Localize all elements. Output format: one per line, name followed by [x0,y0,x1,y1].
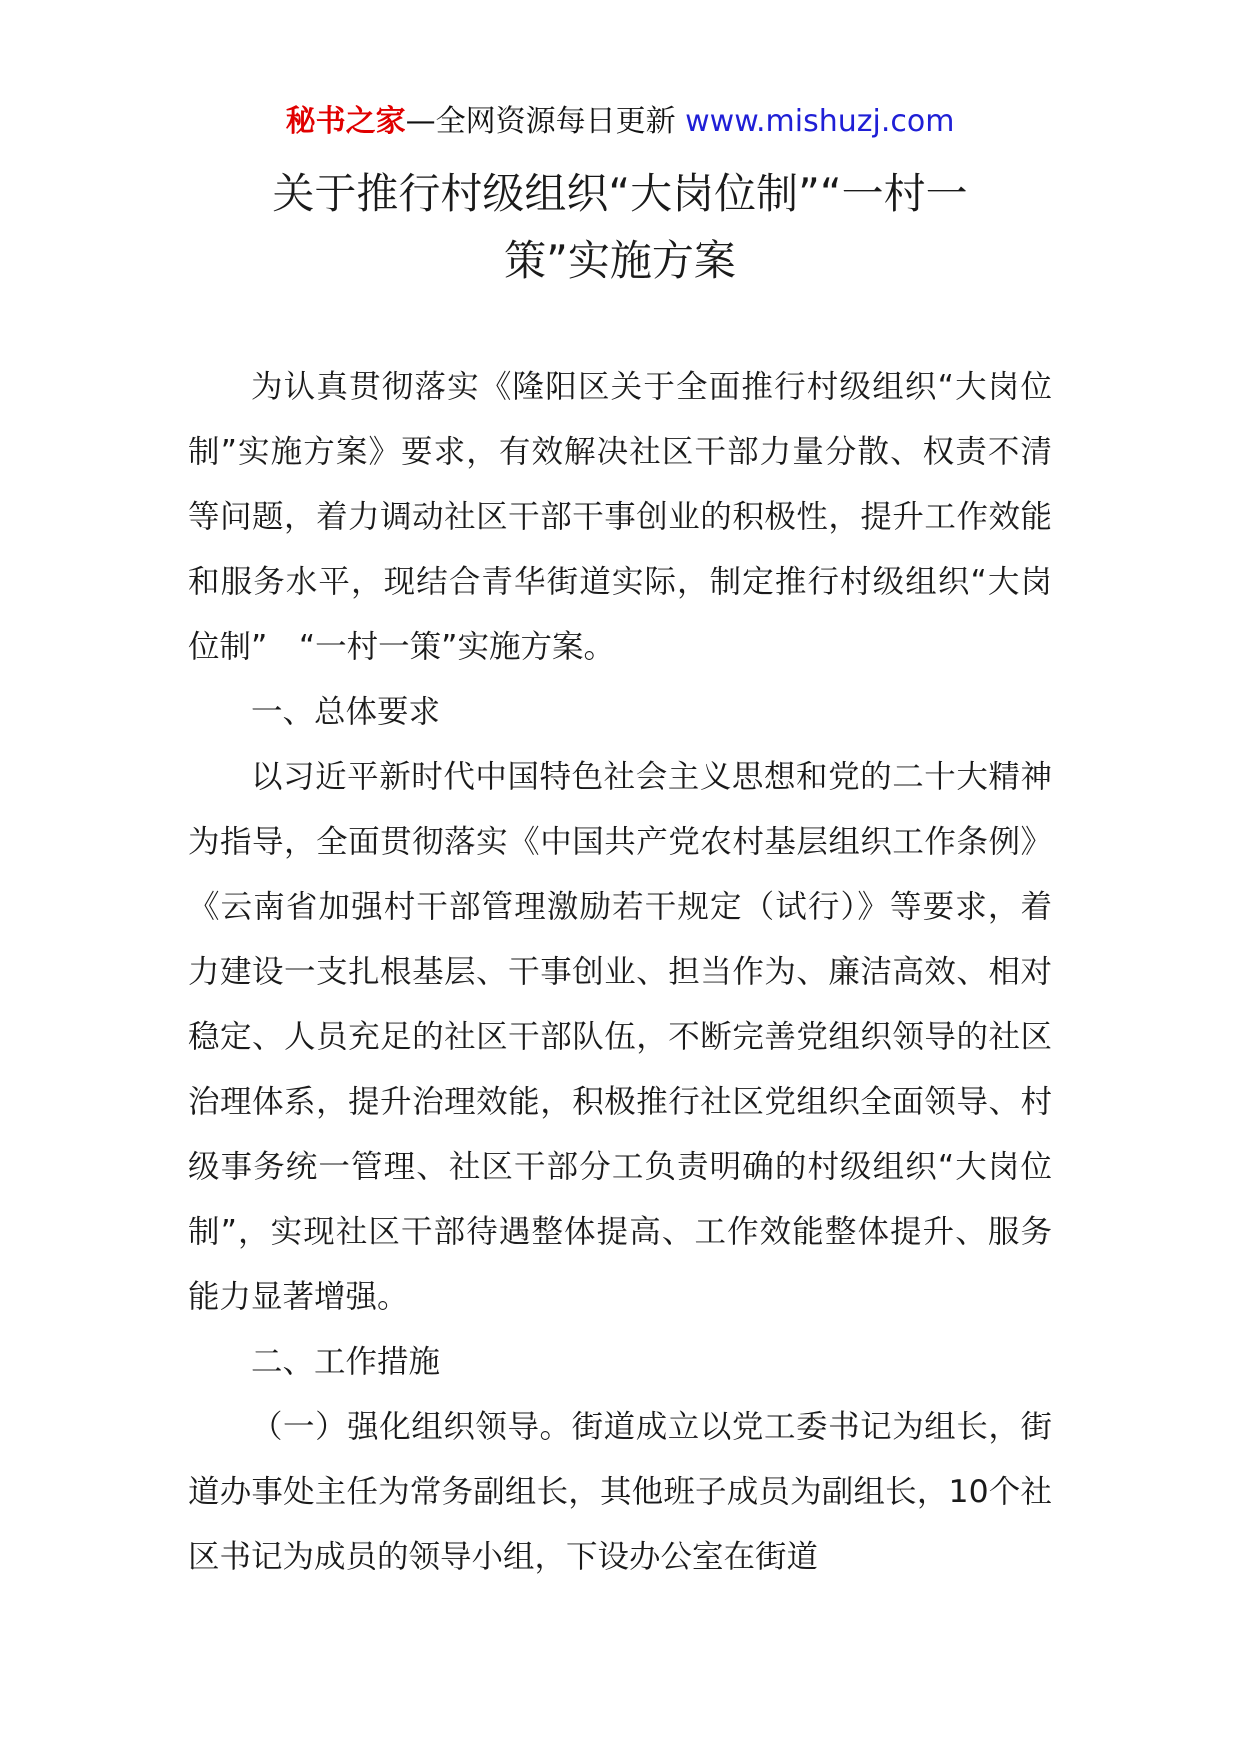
document-body [188,355,1052,1590]
section-paragraph-2: （一）强化组织领导。街道成立以党工委书记为组长，街道办事处主任为常务副组长，其他班子成员为副组长，10个社区书记为成员的领导小组，下设办公室在街道 [188,1409,1052,1575]
title-line-1: 关于推行村级组织“大岗位制”“一村一 [272,169,968,218]
banner-brand: 秘书之家 [285,104,406,139]
title-line-2: 策”实施方案 [504,236,736,285]
document-title [190,160,1050,294]
section-paragraph-1: 以习近平新时代中国特色社会主义思想和党的二十大精神为指导，全面贯彻落实《中国共产党农村基层组织工作条例》《云南省加强村干部管理激励若干规定（试行）》等要求，着力建设一支扎根基层、干事创业、担当作为、廉洁高效、相对稳定、人员充足的社区干部队伍，不断完善党组织领导的社区治理体系，提升治理效能，积极推行社区党组织全面领导、村级事务统一管理、社区干部分工负责明确的村级组织“大岗位制”，实现社区干部待遇整体提高、工作效能整体提升、服务能力显著增强。 [188,759,1052,1315]
intro-paragraph: 为认真贯彻落实《隆阳区关于全面推行村级组织“大岗位制”实施方案》要求，有效解决社区干部力量分散、权责不清等问题，着力调动社区干部干事创业的积极性，提升工作效能和服务水平，现结合青华街道实际，制定推行村级组织“大岗位制” “一村一策”实施方案。 [188,369,1052,665]
section-heading-2: 二、工作措施 [251,1344,441,1380]
site-banner [0,100,1240,144]
banner-slogan: —全网资源每日更新 [405,104,676,139]
banner-url-link[interactable]: www.mishuzj.com [685,104,955,139]
section-heading-1: 一、总体要求 [251,694,441,730]
